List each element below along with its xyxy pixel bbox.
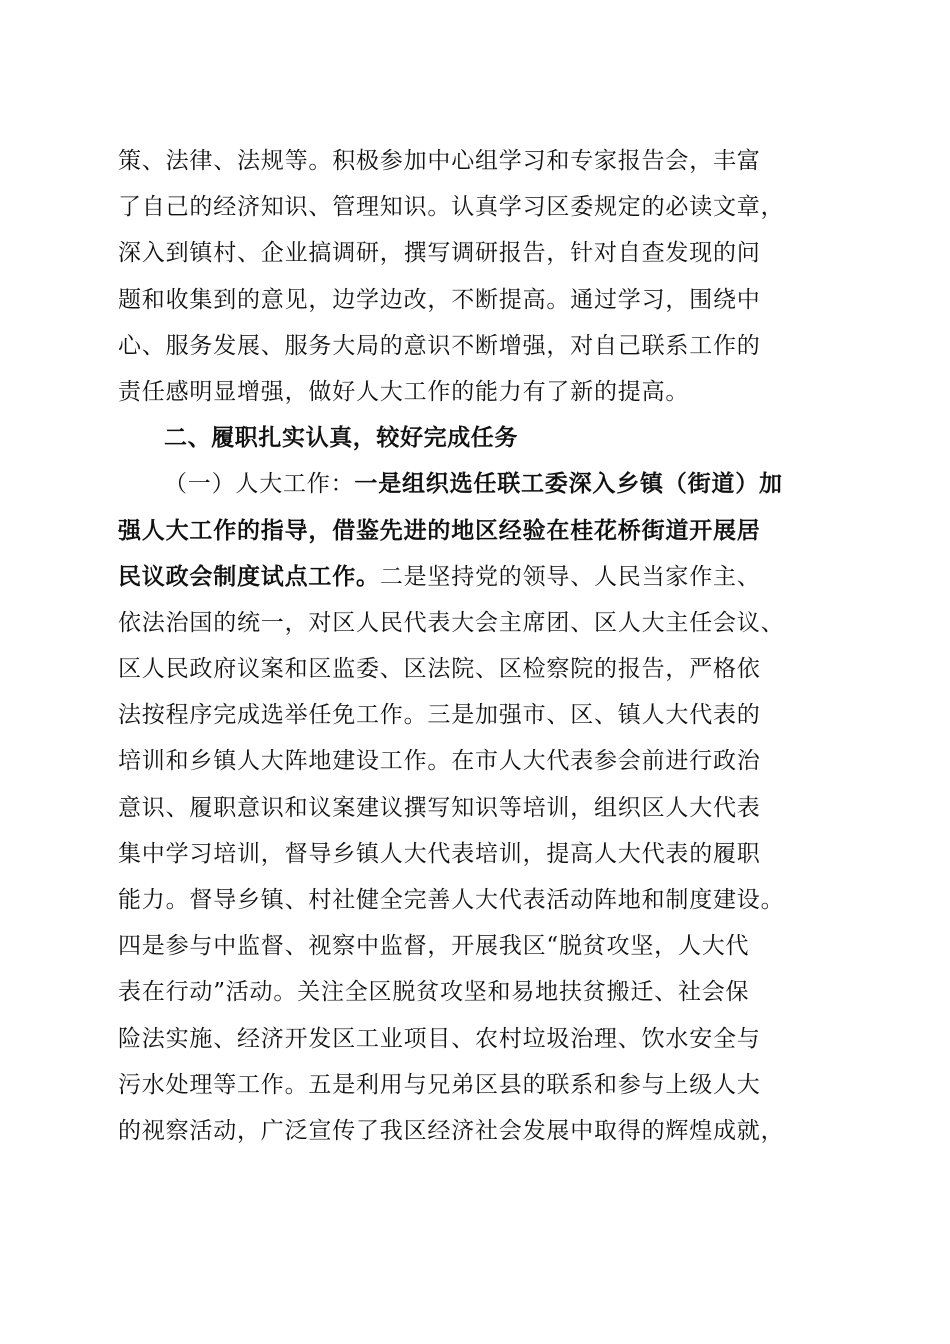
text-line <box>118 461 838 507</box>
text-line <box>118 508 838 554</box>
document-page <box>118 138 838 1154</box>
bold-text: 一是组织选任联工委深入乡镇（街道）加 <box>354 470 783 498</box>
subsection-label: （一）人大工作： <box>164 471 355 498</box>
text-line: 集中学习培训，督导乡镇人大代表培训，提高人大代表的履职 <box>118 840 761 867</box>
text-line: 了自己的经济知识、管理知识。认真学习区委规定的必读文章， <box>118 194 785 221</box>
text-line: 心、服务发展、服务大局的意识不断增强，对自己联系工作的 <box>118 332 761 359</box>
text-line: 的视察活动，广泛宣传了我区经济社会发展中取得的辉煌成就， <box>118 1117 785 1144</box>
text-line: 法按程序完成选举任免工作。三是加强市、区、镇人大代表的 <box>118 702 761 729</box>
section-heading: 二、履职扎实认真，较好完成任务 <box>164 425 518 452</box>
text-line: 责任感明显增强，做好人大工作的能力有了新的提高。 <box>118 378 690 405</box>
text-line: 险法实施、经济开发区工业项目、农村垃圾治理、饮水安全与 <box>118 1025 761 1052</box>
paragraph-npc-work <box>118 461 838 1154</box>
text-line: 培训和乡镇人大阵地建设工作。在市人大代表参会前进行政治 <box>118 748 761 775</box>
bold-text: 民议政会制度试点工作。 <box>118 562 380 590</box>
text-line <box>118 554 838 600</box>
text-line: 污水处理等工作。五是利用与兄弟区县的联系和参与上级人大 <box>118 1071 761 1098</box>
text-line: 区人民政府议案和区监委、区法院、区检察院的报告，严格依 <box>118 656 761 683</box>
text-line: 策、法律、法规等。积极参加中心组学习和专家报告会，丰富 <box>118 148 761 174</box>
text-line: 题和收集到的意见，边学边改，不断提高。通过学习，围绕中 <box>118 286 761 313</box>
text-line: 表在行动”活动。关注全区脱贫攻坚和易地扶贫搬迁、社会保 <box>118 979 750 1006</box>
text-line: 四是参与中监督、视察中监督，开展我区“脱贫攻坚，人大代 <box>118 933 750 960</box>
text-line: 深入到镇村、企业搞调研，撰写调研报告，针对自查发现的问 <box>118 240 761 267</box>
text-line: 能力。督导乡镇、村社健全完善人大代表活动阵地和制度建设。 <box>118 887 785 913</box>
paragraph-study <box>118 138 838 415</box>
text-line: 依法治国的统一，对区人民代表大会主席团、区人大主任会议、 <box>118 609 785 636</box>
text-line: 意识、履职意识和议案建议撰写知识等培训，组织区人大代表 <box>118 794 761 821</box>
body-text: 二是坚持党的领导、人民当家作主、 <box>379 563 761 590</box>
bold-text: 强人大工作的指导，借鉴先进的地区经验在桂花桥街道开展居 <box>118 516 761 544</box>
